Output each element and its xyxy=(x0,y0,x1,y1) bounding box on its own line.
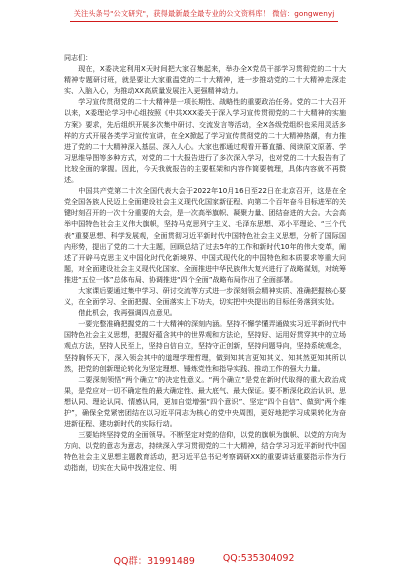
paragraph-1: 现在，X委决定利用X天时间把大家召集起来，举办全X党员干部学习贯彻党的二十大精神专题研讨班，就是要让大家重温党的二十大精神，进一步推动党的二十大精神走深走实、入脑入心，为推动XX高质量发展注入更强精神动力。 xyxy=(64,64,346,96)
footer-qq: QQ:535304092 xyxy=(222,553,295,564)
paragraph-6: 一要完整准确把握党的二十大精神的深刻内涵。坚持不懈学懂弄通做实习近平新时代中国特色社会主义思想，把握好蕴含其中的世界观和方法论，坚持好、运用好贯穿其中的立场观点方法，坚持人民至上，坚持自信自立，坚持守正创新，坚持问题导向，坚持系统观念，坚持胸怀天下，深入领会其中的道理学理哲理，做到知其言更知其义、知其然更知其所以然，把党的创新理论转化为坚定理想、锤炼党性和指导实践、推动工作的强大力量。 xyxy=(64,319,346,373)
footer-contact xyxy=(0,553,408,567)
paragraph-8: 三要始终坚持党的全面领导。不断坚定对党的信仰，以党的旗帜为旗帜、以党的方向为方向、以党的意志为意志，持续深入学习贯彻党的二十大精神，结合学习习近平新时代中国特色社会主义思想主题教育活动，把习近平总书记考察调研XX的重要讲话重要指示作为行动指南，切实在大局中找准定位、明 xyxy=(64,430,346,473)
paragraph-4: 大家课后要通过集中学习、研讨交流等方式进一步深刻领会精神实质、准确把握核心要义，在全面学习、全面把握、全面落实上下功夫，切实把中央提出的目标任务落到实处。 xyxy=(64,285,346,307)
document-body xyxy=(64,52,346,474)
paragraph-5: 借此机会，我再强调四点意见。 xyxy=(78,308,177,318)
paragraph-3: 中国共产党第二十次全国代表大会于2022年10月16日至22日在北京召开，这是在全党全国各族人民迈上全面建设社会主义现代化国家新征程、向第二个百年奋斗目标进军的关键时刻召开的一次十分重要的大会，是一次高举旗帜、凝聚力量、团结奋进的大会。大会高举中国特色社会主义伟大旗帜，坚持马克思列宁主义、毛泽东思想、邓小平理论、“三个代表”重要思想、科学发展观，全面贯彻习近平新时代中国特色社会主义思想，分析了国际国内形势，提出了党的二十大主题，回顾总结了过去5年的工作和新时代10年的伟大变革，阐述了开辟马克思主义中国化时代化新境界、中国式现代化的中国特色和本质要求等重大问题，对全面建设社会主义现代化国家、全面推进中华民族伟大复兴进行了战略谋划，对统筹推进“五位一体”总体布局、协调推进“四个全面”战略布局作出了全面部署。 xyxy=(64,186,346,284)
paragraph-7: 二要深刻领悟“两个确立”的决定性意义。“两个确立”是党在新时代取得的重大政治成果，是党应对一切不确定性的最大确定性、最大底气、最大保证。要不断深化政治认识、思想认同、理论认同、情感认同，更加自觉增强“四个意识”、坚定“四个自信”、做到“两个维护”，确保全党紧密团结在以习近平同志为核心的党中央周围，更好地把学习成果转化为奋进新征程、建功新时代的实际行动。 xyxy=(64,374,346,429)
header-banner xyxy=(0,0,408,30)
banner-text: 关注头条号"公文研究"，获得最新最全最专业的公文资料库！ 微信：gongwenyj xyxy=(70,9,339,22)
footer-qq-group: QQ群：31991489 xyxy=(113,556,195,567)
paragraph-2: 学习宣传贯彻党的二十大精神是一项长期性、战略性的重要政治任务。党的二十大召开以来，X委理论学习中心组按照《中共XXX委关于深入学习宣传贯彻党的二十大精神的实施方案》要求，先后组织开展多次集中研讨、交流发言等活动，全X各级党组织也采用灵活多样的方式开展各类学习宣传宣讲，在全X掀起了学习宣传贯彻党的二十大精神热潮，有力推进了党的二十大精神深入基层、深入人心。大家也都通过观看开幕直播、阅读原文原著、学习思维导图等多种方式，对党的二十大报告进行了多次深入学习，也对党的二十大报告有了比较全面的掌握。因此，今天我就报告的主要框架和内容作简要梳理，具体内容就不再赘述。 xyxy=(64,97,346,185)
salutation: 同志们： xyxy=(64,53,93,62)
